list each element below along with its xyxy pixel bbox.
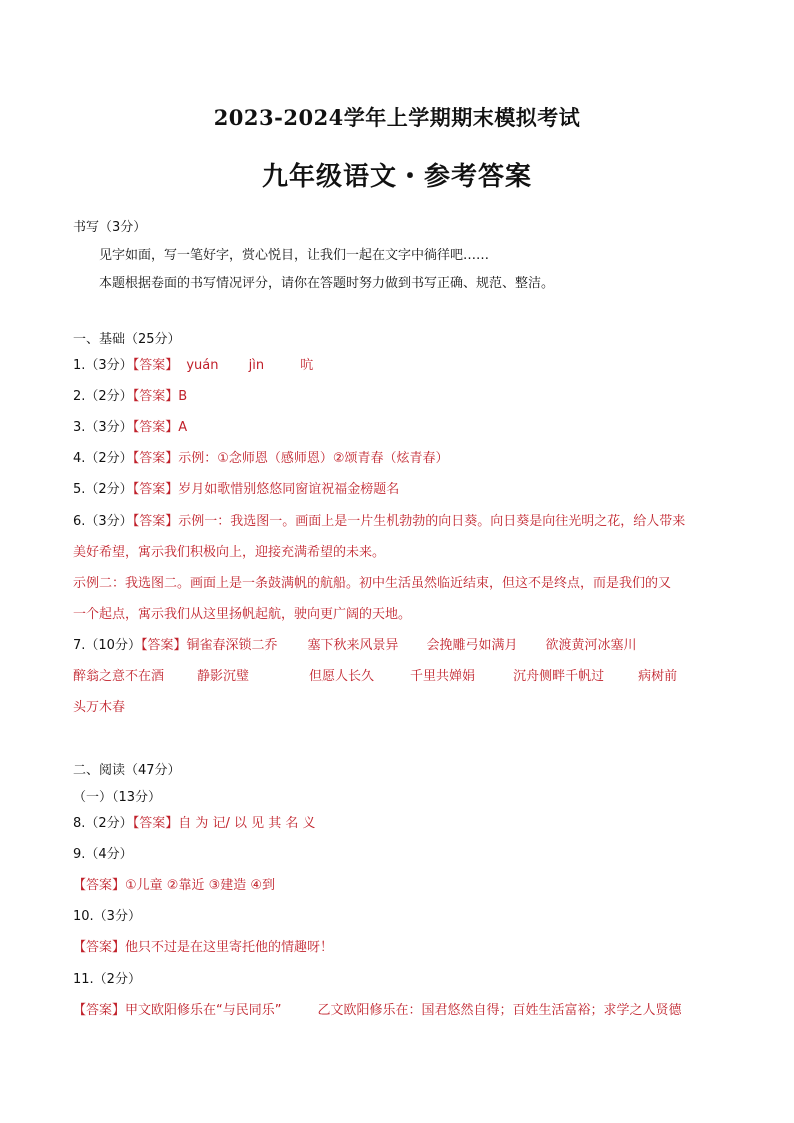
answer-item: 会挽雕弓如满月 xyxy=(426,638,518,653)
question-6-line-4: 一个起点，寓示我们从这里扬帆起航，驶向更广阔的天地。 xyxy=(73,607,412,622)
answer-text: 岁月如歌惜别悠悠同窗谊祝福金榜题名 xyxy=(178,482,400,497)
answer-tag: 【答案】 xyxy=(132,358,179,373)
answer-tag: 【答案】 xyxy=(132,389,179,404)
question-number: 6.（3分） xyxy=(73,514,133,529)
question-number: 3.（3分） xyxy=(73,420,133,435)
writing-line-1: 见字如面，写一笔好字，赏心悦目，让我们一起在文字中徜徉吧…… xyxy=(99,248,490,263)
question-number: 8.（2分） xyxy=(73,816,133,831)
answer-text-part-1: 甲文欧阳修乐在“与民同乐” xyxy=(125,1003,282,1018)
question-7-line-3: 头万木春 xyxy=(73,700,126,715)
answer-item: 但愿人长久 xyxy=(309,669,375,684)
answer-text: 自 为 记/ 以 见 其 名 义 xyxy=(178,816,316,831)
question-4 xyxy=(73,450,449,468)
writing-heading: 书写（3分） xyxy=(73,220,147,235)
answer-item: 铜雀春深锁二乔 xyxy=(186,638,278,653)
answer-text: B xyxy=(178,389,188,404)
question-10-number: 10.（3分） xyxy=(73,909,141,924)
answer-tag: 【答案】 xyxy=(140,638,187,653)
exam-title: 2023-2024学年上学期期末模拟考试 xyxy=(213,105,581,130)
answer-1c: 吭 xyxy=(300,358,314,373)
question-8 xyxy=(73,815,316,833)
section-2-heading: 二、阅读（47分） xyxy=(73,763,181,778)
answer-item: 塞下秋来风景异 xyxy=(307,638,399,653)
answer-item: 沉舟侧畔千帆过 xyxy=(513,669,605,684)
answer-tag: 【答案】 xyxy=(132,451,179,466)
answer-text: 示例一：我选图一。画面上是一片生机勃勃的向日葵。向日葵是向往光明之花，给人带来 xyxy=(178,514,686,529)
answer-item: 醉翁之意不在酒 xyxy=(73,669,165,684)
answer-item: 欲渡黄河冰塞川 xyxy=(545,638,637,653)
answer-tag: 【答案】 xyxy=(132,482,179,497)
question-10-answer xyxy=(73,939,333,957)
answer-1b: jìn xyxy=(248,358,265,373)
question-number: 1.（3分） xyxy=(73,358,133,373)
question-1 xyxy=(73,357,313,375)
question-11-number: 11.（2分） xyxy=(73,972,141,987)
question-number: 7.（10分） xyxy=(73,638,141,653)
question-number: 4.（2分） xyxy=(73,451,133,466)
question-6-line-3: 示例二：我选图二。画面上是一条鼓满帆的航船。初中生活虽然临近结束，但这不是终点，而是我们的又 xyxy=(73,576,672,591)
answer-item: 千里共婵娟 xyxy=(410,669,476,684)
question-6 xyxy=(73,513,685,531)
question-6-line-2: 美好希望，寓示我们积极向上，迎接充满希望的未来。 xyxy=(73,545,386,560)
question-7-line-2 xyxy=(73,668,677,686)
answer-text: 示例：①念师恩（感师恩）②颂青春（炫青春） xyxy=(178,451,449,466)
answer-tag: 【答案】 xyxy=(132,420,179,435)
question-11-answer xyxy=(73,1002,682,1020)
answer-text: ①儿童 ②靠近 ③建造 ④到 xyxy=(125,878,276,893)
question-9-number: 9.（4分） xyxy=(73,847,133,862)
answer-text: 他只不过是在这里寄托他的情趣呀！ xyxy=(125,940,334,955)
answer-item: 病树前 xyxy=(638,669,678,684)
answer-tag: 【答案】 xyxy=(73,940,126,955)
question-3 xyxy=(73,419,187,437)
question-number: 5.（2分） xyxy=(73,482,133,497)
question-7 xyxy=(73,637,637,655)
answer-1a: yuán xyxy=(186,358,219,373)
writing-line-2: 本题根据卷面的书写情况评分，请你在答题时努力做到书写正确、规范、整洁。 xyxy=(99,276,555,291)
answer-item: 静影沉璧 xyxy=(197,669,250,684)
answer-text-part-2: 乙文欧阳修乐在：国君悠然自得；百姓生活富裕；求学之人贤德 xyxy=(317,1003,682,1018)
exam-subtitle: 九年级语文・参考答案 xyxy=(261,162,532,192)
question-2 xyxy=(73,388,187,406)
answer-tag: 【答案】 xyxy=(73,878,126,893)
subsection-1-heading: （一）（13分） xyxy=(73,790,162,805)
answer-tag: 【答案】 xyxy=(73,1003,126,1018)
question-9-answer xyxy=(73,877,275,895)
question-5 xyxy=(73,481,399,499)
answer-tag: 【答案】 xyxy=(132,514,179,529)
section-1-heading: 一、基础（25分） xyxy=(73,332,181,347)
question-number: 2.（2分） xyxy=(73,389,133,404)
answer-tag: 【答案】 xyxy=(132,816,179,831)
answer-text: A xyxy=(178,420,188,435)
